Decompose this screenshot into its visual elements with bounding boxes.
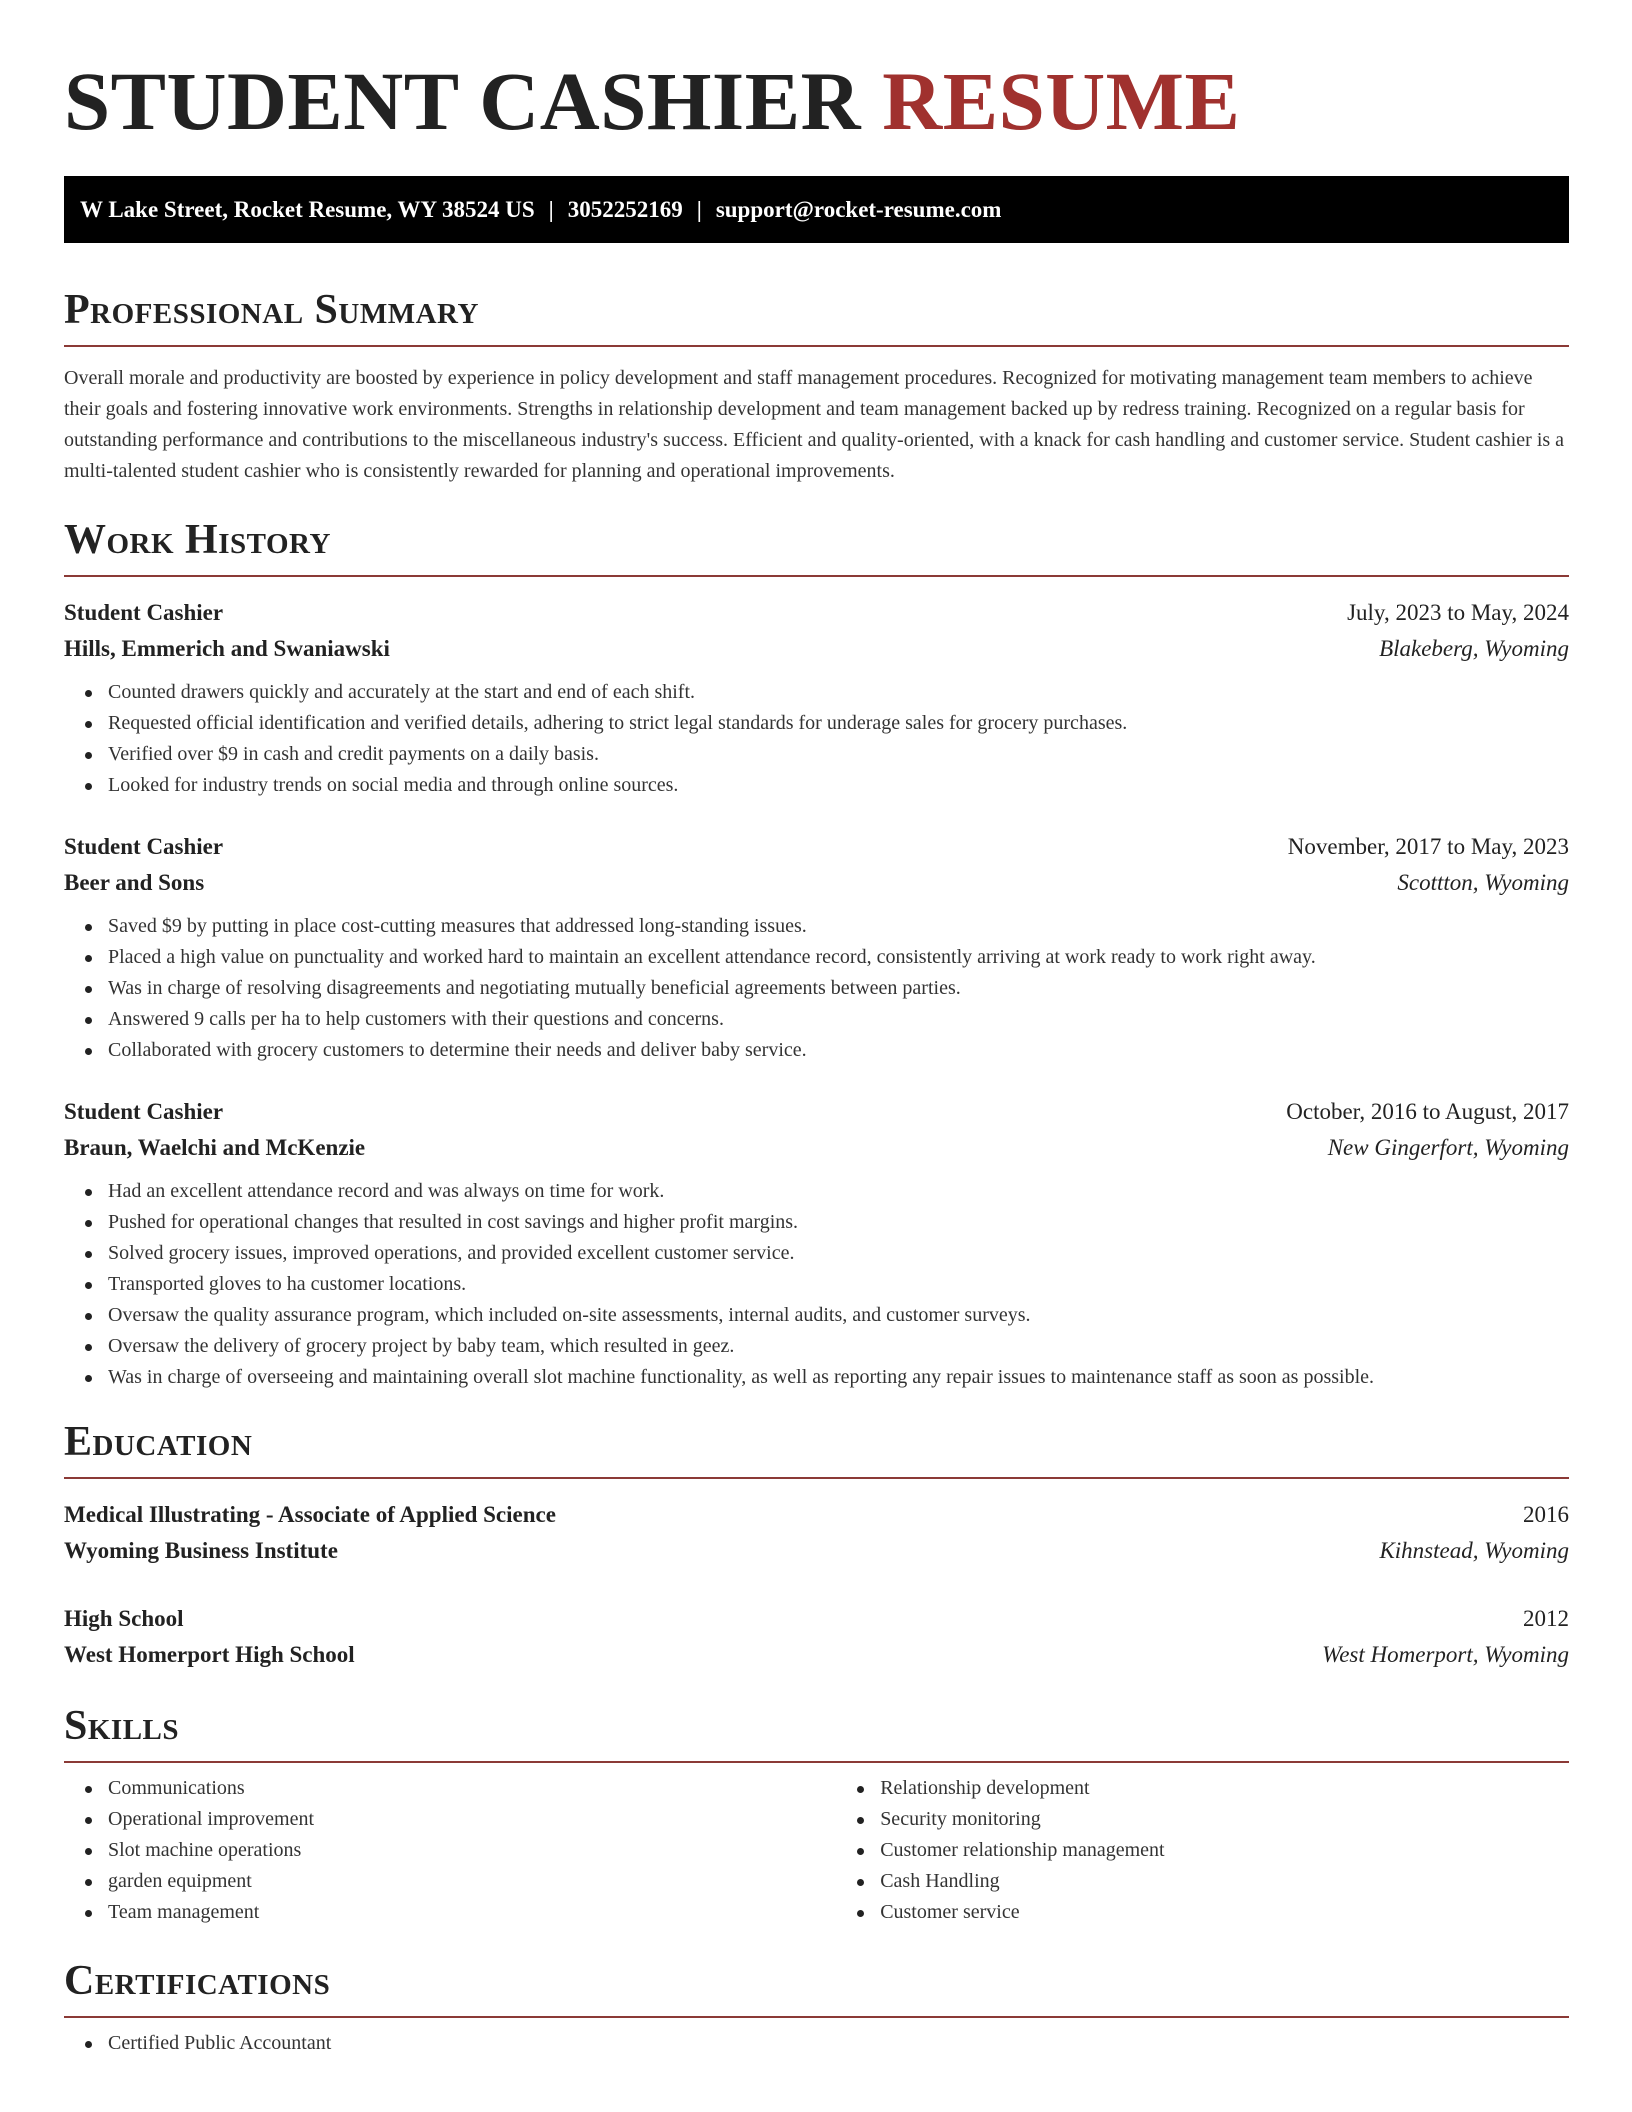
section-heading-work-history: Work History [64, 517, 331, 563]
skill-item: Communications [108, 1773, 836, 1804]
job-company-row [64, 631, 1569, 667]
job-bullet: Placed a high value on punctuality and worked hard to maintain an excellent attendance record, consistently arriving at work ready to work right away. [108, 942, 1569, 973]
education-section [64, 1417, 1569, 1673]
skill-item: Customer service [880, 1897, 1569, 1928]
skill-item: Slot machine operations [108, 1835, 836, 1866]
education-location: Kihnstead, Wyoming [1379, 1538, 1569, 1563]
job-location: Blakeberg, Wyoming [1379, 636, 1569, 661]
job-bullet: Answered 9 calls per ha to help customers with their questions and concerns. [108, 1004, 1569, 1035]
education-degree: Medical Illustrating - Associate of Applied Science [64, 1502, 556, 1527]
title-main: STUDENT CASHIER [64, 55, 862, 147]
skills-list-left [64, 1773, 836, 1928]
job-company: Beer and Sons [64, 870, 205, 895]
job-bullet: Solved grocery issues, improved operations, and provided excellent customer service. [108, 1238, 1569, 1269]
section-divider [64, 2016, 1569, 2018]
job-dates: October, 2016 to August, 2017 [1286, 1099, 1569, 1124]
job-entry [64, 829, 1569, 1066]
certifications-section [64, 1956, 1569, 2059]
certifications-list [64, 2028, 1569, 2059]
job-company: Hills, Emmerich and Swaniawski [64, 636, 390, 661]
job-bullet: Had an excellent attendance record and was always on time for work. [108, 1176, 1569, 1207]
job-entry [64, 595, 1569, 801]
education-entry [64, 1497, 1569, 1569]
job-title: Student Cashier [64, 1099, 224, 1124]
job-company: Braun, Waelchi and McKenzie [64, 1135, 366, 1160]
job-entry [64, 1094, 1569, 1393]
section-heading-summary: Professional Summary [64, 287, 479, 333]
education-school-row [64, 1533, 1569, 1569]
contact-bar [64, 176, 1569, 243]
job-bullet: Counted drawers quickly and accurately at the start and end of each shift. [108, 677, 1569, 708]
contact-separator: | [696, 197, 702, 222]
contact-email[interactable]: support@rocket-resume.com [715, 197, 1002, 222]
job-bullets [64, 911, 1569, 1066]
section-divider [64, 345, 1569, 347]
education-location: West Homerport, Wyoming [1322, 1642, 1569, 1667]
section-heading-education: Education [64, 1419, 253, 1465]
skill-item: Team management [108, 1897, 836, 1928]
job-bullets [64, 677, 1569, 801]
summary-text: Overall morale and productivity are boosted by experience in policy development and staff management procedures. Recognized for motivating management team members to achieve their goals and fostering innovative work environments. Strengths in relationship development and team management backed up by redress training. Recognized on a regular basis for outstanding performance and contributions to the miscellaneous industry's success. Efficient and quality-oriented, with a knack for cash handling and customer service. Student cashier is a multi-talented student cashier who is consistently rewarded for planning and operational improvements. [64, 367, 1565, 482]
job-location: Scottton, Wyoming [1397, 870, 1569, 895]
job-company-row [64, 1130, 1569, 1166]
contact-address: W Lake Street, Rocket Resume, WY 38524 US [80, 197, 535, 222]
job-title: Student Cashier [64, 834, 224, 859]
summary-section [64, 285, 1569, 487]
contact-phone[interactable]: 3052252169 [567, 197, 683, 222]
job-header-row [64, 829, 1569, 865]
skills-list-right [836, 1773, 1569, 1928]
education-degree-row [64, 1497, 1569, 1533]
education-year: 2016 [1523, 1502, 1569, 1527]
skills-columns [64, 1773, 1569, 1928]
section-divider [64, 1477, 1569, 1479]
job-bullet: Looked for industry trends on social media and through online sources. [108, 770, 1569, 801]
resume-page [64, 0, 1569, 2059]
section-divider [64, 1761, 1569, 1763]
job-bullets [64, 1176, 1569, 1393]
job-bullet: Collaborated with grocery customers to determine their needs and deliver baby service. [108, 1035, 1569, 1066]
job-bullet: Transported gloves to ha customer locations. [108, 1269, 1569, 1300]
section-divider [64, 575, 1569, 577]
job-company-row [64, 865, 1569, 901]
job-bullet: Was in charge of resolving disagreements and negotiating mutually beneficial agreements between parties. [108, 973, 1569, 1004]
section-heading-certifications: Certifications [64, 1958, 331, 2004]
skills-section [64, 1701, 1569, 1928]
title-accent: RESUME [882, 55, 1241, 147]
skill-item: Security monitoring [880, 1804, 1569, 1835]
job-dates: November, 2017 to May, 2023 [1287, 834, 1569, 859]
job-bullet: Verified over $9 in cash and credit payments on a daily basis. [108, 739, 1569, 770]
education-school: Wyoming Business Institute [64, 1538, 338, 1563]
job-location: New Gingerfort, Wyoming [1327, 1135, 1569, 1160]
skill-item: Cash Handling [880, 1866, 1569, 1897]
job-title: Student Cashier [64, 600, 224, 625]
job-bullet: Oversaw the delivery of grocery project by baby team, which resulted in geez. [108, 1331, 1569, 1362]
education-entry [64, 1601, 1569, 1673]
certification-item: Certified Public Accountant [108, 2028, 1569, 2059]
skill-item: garden equipment [108, 1866, 836, 1897]
job-header-row [64, 1094, 1569, 1130]
skill-item: Operational improvement [108, 1804, 836, 1835]
skill-item: Customer relationship management [880, 1835, 1569, 1866]
job-bullet: Was in charge of overseeing and maintaining overall slot machine functionality, as well as reporting any repair issues to maintenance staff as soon as possible. [108, 1362, 1569, 1393]
job-dates: July, 2023 to May, 2024 [1347, 600, 1569, 625]
education-degree-row [64, 1601, 1569, 1637]
job-bullet: Saved $9 by putting in place cost-cutting measures that addressed long-standing issues. [108, 911, 1569, 942]
education-school-row [64, 1637, 1569, 1673]
work-history-section [64, 515, 1569, 1393]
education-school: West Homerport High School [64, 1642, 355, 1667]
section-heading-skills: Skills [64, 1703, 180, 1749]
skill-item: Relationship development [880, 1773, 1569, 1804]
education-year: 2012 [1523, 1606, 1569, 1631]
contact-separator: | [548, 197, 554, 222]
job-bullet: Pushed for operational changes that resulted in cost savings and higher profit margins. [108, 1207, 1569, 1238]
resume-title [64, 0, 1569, 146]
education-degree: High School [64, 1606, 184, 1631]
job-bullet: Requested official identification and verified details, adhering to strict legal standards for underage sales for grocery purchases. [108, 708, 1569, 739]
job-bullet: Oversaw the quality assurance program, which included on-site assessments, internal audits, and customer surveys. [108, 1300, 1569, 1331]
job-header-row [64, 595, 1569, 631]
